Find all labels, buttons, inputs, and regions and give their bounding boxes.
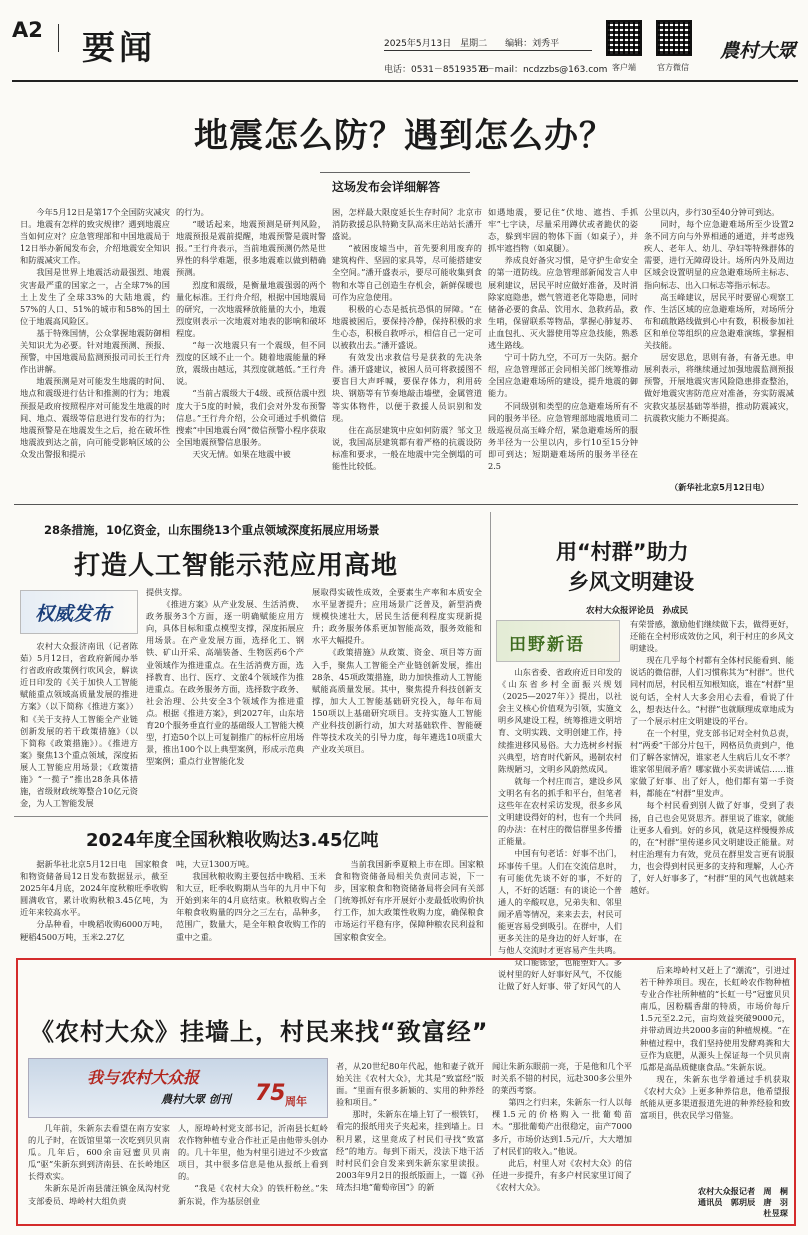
commentary-col-2: 有荣誉感，激励他们继续做下去，做得更好，还能在全村形成效仿之风，利于村庄的乡风文明建设。 现在几乎每个村都有全体村民能看到、能说话的微信群，人们习惯称其为“村群”。世代同村而居，村民相互知根知底，谁在“村群”里说句话，全村人大多会用心去看，看说了什么，想表达什么。“村群”也就顺理成章地成为了一个展示村庄文明建设的平台。 在一个村里，党支部书记对全村负总责，村“两委”干部分片包干，网格员负责到户，他们了解各家情况，谁家老人生病后儿女不孝？谁家邻里闹矛盾？哪家做小买卖讲诚信……谁家做了好事、出了好人，他们都有第一手资料，都能在“村群”里发声。 每个村民看到别人做了好事，受到了表扬，自己也会见贤思齐。群里说了谁家，就能让更多人看到。好的乡风，就是这样慢慢养成的，在“村群”里传递乡风文明建设正能量。对村庄治理有力有效，党员在群里发言更有说服力，也会得到村民更多的支持和理解，人心齐了，好人好事多了，“村群”里的风气也就越来越好。: [630, 619, 794, 896]
commentary-byline: 农村大众报评论员 孙成民: [586, 606, 689, 616]
story1-col-4: 如遇地震，要记住“伏地、遮挡、手抓牢”七字诀，尽量采用蹲伏或者跪伏的姿态，躲到牢固的物体下面（如桌子），并抓牢遮挡物（如桌腿）。 养成良好备灾习惯，是守护生命安全的第一道防线。应急管理部新闻发言人申展利建议，居民平时应做好准备，及时消除家庭隐患，燃气管道老化等隐患，同时储备必要的食品、饮用水、急救药品，救生哨，保留联系等物品，掌握心肺复苏、止血包扎、灭火器使用等应急技能，熟悉逃生路线。 宁可十防九空，不可万一失防。据介绍，应急管理部正会同相关部门统筹推动全国应急避难场所的建设，提升地震的御能力。 不同级别和类型的应急避难场所有不同的服务半径。应急管理部地震地质司二级巡视员高玉峰介绍，紧急避难场所的服务半径为一公里以内，步行10至15分钟即可到达；短期避难场所的服务半径在2.5: [488, 207, 638, 471]
commentary-divider: [490, 512, 491, 956]
phone-text: 电话：0531－85193576: [384, 65, 489, 75]
story4-credit: [652, 1186, 788, 1219]
story1-col-1: 今年5月12日是第17个全国防灾减灾日。地震有怎样的致灾规律？遇到地震应当如何应对？应急管理部和中国地震局于12日举办新闻发布会，介绍地震安全知识和防震减灾工作。 我国是世界上地震活动最强烈、地震灾害最严重的国家之一，占全球7%的国土上发生了全球33%的大陆地震，约57%的人口、51%的城市和58%的国土位于地震高风险区。 基于特殊国情，公众掌握地震防御相关知识尤为必要。针对地震预测、预报、预警，中国地震局监测预报司司长王行舟作出讲解。 地震预测是对可能发生地震的时间、地点和震级进行估计和推测的行为；地震预报是政府按照程序对可能发生地震的时间、地点、震级等信息进行发布的行为；地震预警是在地震发生之后，抢在破坏性地震波到达之前，向可能受影响区域的公众发出警报和提示: [20, 207, 170, 459]
banner-logo: 農村大眾 创刊: [161, 1093, 231, 1106]
story2-headline: 打造人工智能示范应用高地: [74, 551, 399, 581]
story1-col-5: 公里以内，步行30至40分钟可到达。 同时，每个应急避难场所至少设置2条不同方向与外界相通的通道，并考虑残疾人、老年人、幼儿、孕妇等特殊群体的需要，进行无障碍设计。场所内外及周边区域会设置明显的应急避难场所主标志、指向标志、出入口标志等指示标志。 高玉峰建议，居民平时要留心观察工作、生活区域的应急避难场所，对场所分布和疏散路线做到心中有数，积极参加社区和单位等组织的应急避难演练，掌握相关技能。 居安思危，思则有备，有备无患。申展利表示，将继续通过加强地震监测预报预警，开展地震灾害风险隐患排查整治，做好地震灾害防范应对准备，夯实防震减灾救灾基层基础等举措，推动防震减灾，抗震救灾能力不断提高。: [644, 207, 794, 423]
commentary-title-line1: 用“村群”助力: [556, 540, 689, 564]
story1-col-2: 的行为。 “暖话起来，地震预测是研判风险，地震预报是震前提醒，地震预警是震时警报。”王行舟表示，当前地震预测仍然是世界性的科学难题，很多地震难以做到精确预测。 烈度和震级，是衡量地震强弱的两个量化标准。王行舟介绍，根据中国地震局的研究，一次地震释放能量的大小，地震烈度则表示一次地震对地表的影响和破坏程度。 “每一次地震只有一个震级，但不同烈度的区域不止一个。随着地震能量的释放，震级由越远，其烈度就越低。”王行舟说。 “当前占震级大于4级、或预估震中烈度大于5度的时候，我们会对外发布预警信息。”王行舟介绍，公众可通过手机微信搜索“中国地震台网”微信预警小程序获取全国地震预警信息服务。 天灾无情。如果在地震中被: [176, 207, 326, 459]
qr-label-app: 客户端: [612, 63, 636, 72]
credit-correspondents: 通讯员 郭玥辰 唐 羽: [697, 1197, 788, 1207]
commentary-title-line2: 乡风文明建设: [568, 570, 694, 594]
banner-anniversary: 周年: [285, 1095, 307, 1108]
authority-badge: [20, 590, 138, 634]
field-words-badge-text: 田野新语: [509, 635, 585, 655]
story2-col-3: 展取得实破性成效，全要素生产率和本质安全水平显著提升；应用场景广泛普及，新型消费规模快速壮大，居民生活便利程度实现新提升；政务服务体系更加智能高效，服务效能和水平大幅提升。 《政策措施》从政策、资金、项目等方面入手，聚焦人工智能全产业链创新发展，推出28条、45项政策措施，助力加快推动人工智能赋能高质量发展。其中，聚焦提升科技创新支撑，加大人工智能基础研究投入，每年布局150项以上基础研究项目。支持实施人工智能产业科技创新行动，加大对基础软件、智能硬件等技术攻关的引导力度，每年遴选10项重大产业攻关项目。: [312, 587, 482, 755]
story3-headline: 2024年度全国秋粮收购达3.45亿吨: [86, 830, 379, 851]
banner-text: 我与农村大众报: [87, 1068, 200, 1087]
story4-col-1: 几年前，朱新东去看望在南方安家的儿子时，在饭馆里第一次吃到贝贝南瓜。几年后，600余亩冠蜜贝贝南瓜“驱”朱新东到到济南县、在长岭地区长得欢实。 朱新东是沂南县蒲汪镇金凤沟村党支部委员、埠岭村大组负责: [28, 1123, 170, 1206]
story2-col-1: 农村大众报济南讯（记者陈茹）5月12日，省政府新闻办举行省政府政策例行吹风会，解读近日印发的《关于加快人工智能赋能重点领域高质量发展的推进方案》（以下简称《推进方案》）和《关于支持人工智能全产业链创新发展的若干政策措施》（以下简称《政策措施》）。《推进方案》聚焦13个重点领域，深度拓展人工智能应用场景；《政策措施》“一揽子”推出28条具体措施，省级财政统筹整合10亿元资金，为人工智能发展: [20, 641, 138, 809]
story2-bottom-rule: [14, 816, 488, 817]
newspaper-logo: 農村大眾: [720, 40, 797, 62]
qr-code-wechat: [656, 20, 692, 56]
story4-col-4: 闻让朱新东眼前一亮，于是他和几个平时关系不错的村民，远赴300多公里外的莱西考察。 第四之行归来，朱新东一行人以每棵1.5元的价格购入一批葡萄苗木。“那批葡萄产出很稳定，亩产7000多斤，市场价达到1.5元/斤，大大增加了村民们的收入。”他说。 此后，村里人对《农村大众》的信任进一步提升，有多户村民家里订阅了《农村大众》。: [492, 1061, 632, 1192]
anniversary-banner: [28, 1058, 328, 1118]
story1-subtitle: 这场发布会详细解答: [332, 180, 441, 194]
story2-kicker: 28条措施，10亿资金，山东围绕13个重点领域深度拓展应用场景: [44, 523, 380, 537]
date-line: 2025年5月13日 星期二 编辑：刘秀平: [384, 39, 560, 49]
masthead-bottom-rule: [12, 80, 798, 82]
section-title: 要闻: [82, 28, 156, 67]
story4-headline: 《农村大众》挂墙上，村民来找“致富经”: [30, 1018, 489, 1046]
story4-col-2: 人，原埠岭村党支部书记，沂南县长虹岭农作物种植专业合作社正是由他带头创办的。几十年里，他为村里引进过不少致富项目，其中很多信息是他从报纸上看到的。 “我是《农村大众》的铁杆粉丝。”朱新东说，作为基层创业: [178, 1123, 328, 1206]
story3-col-3: 当前我国新季夏粮上市在即。国家粮食和物资储备局相关负责同志说，下一步，国家粮食和物资储备局将会同有关部门统筹抓好有序开展好小麦最低收购价执行工作，加大政策性收购力度，确保粮食市场运行平稳有序，保障种粮农民利益和国家粮食安全。: [334, 859, 484, 942]
page-number: A2: [12, 18, 43, 42]
credit-correspondent-2: 杜昱琛: [763, 1208, 788, 1218]
story3-col-2: 吨，大豆1300万吨。 我国秋粮收购主要包括中晚稻、玉米和大豆，旺季收购期从当年的九月中下旬开始到来年的4月底结束。秋粮收购占全年粮食收购量的四分之三左右，品种多，范围广，数量大，是全年粮食收购工作的重中之重。: [176, 859, 326, 942]
masthead-rule: [384, 50, 592, 51]
story4-col-5: 后来埠岭村又赶上了“潮流”，引进过若干种养项目。现在，长虹岭农作物种植专业合作社所种植的“长虹一号”冠蜜贝贝南瓜，因粉糯香甜的特质，市场价每斤1.5元至2.2元，亩均效益突破9000元，并带动周边共2000多亩的种植规模。“在种植过程中，我们坚持使用发酵鸡粪和大豆作为底肥，从源头上保证每一个贝贝南瓜都是高品质健康食品。”朱新东说。 现在，朱新东也学着通过手机获取《农村大众》上更多种养信息，他希望报纸能从更多渠道报道先进的种养经验和致富项目，供农民学习借鉴。: [640, 965, 790, 1121]
subtitle-rule: [320, 172, 470, 173]
commentary-col-1: 山东省委、省政府近日印发的《山东省乡村全面振兴规划（2025—2027年）》提出，以社会主义核心价值观为引领，实施文明乡风建设工程，统筹推进文明培育、文明实践、文明创建工作，持续推进移风易俗。大力选树乡村振兴典型，培育时代新风，遏制农村陈规陋习，文明乡风蔚然成风。 就每一个村庄而言，建设乡风文明名有名的抓手和平台，但笔者这些年在农村采访发现，很多乡风文明建设得好的村，也有一个共同的办法：在村庄的微信群里多传播正能量。 中国有句老话：好事不出门，坏事传千里。人们在交流信息时，有可能优先谈不好的事，不好的人，不好的话题：有的谈论一个普通人的辛酸叹息，兄弟失和、邻里闹矛盾等情况，来来去去，村民可能更容易受到吸引。在群中，人们更多关注的是身边的好人好事，在与他人交流时才更容易产生共鸣。 众口能铄金，也能塑好人。多说村里的好人好事好风气，不仅能让做了好人好事、带了好风气的人: [498, 667, 622, 992]
banner-number: 75: [255, 1081, 286, 1106]
qr-code-app: [606, 20, 642, 56]
story1-credit: （新华社北京5月12日电）: [670, 482, 769, 492]
authority-badge-text: 权威发布: [35, 603, 112, 625]
story3-col-1: 据新华社北京5月12日电 国家粮食和物资储备局12日发布数据显示，截至2025年4月底，2024年度秋粮旺季收购圆满收官，累计收购秋粮3.45亿吨，为近年来较高水平。 分品种看，中晚稻收购6000万吨，粳稻4500万吨，玉米2.27亿: [20, 859, 168, 942]
story2-col-2: 提供支撑。 《推进方案》从产业发展、生活消费、政务服务3个方面，逐一明确赋能应用方向，具体目标和重点模型支撑，深度拓展应用场景。在产业发展方面，选择化工、钢铁、矿山开采、高端装备、生物医药6个产业领域作为推进重点。在生活消费方面，选择教育、出行、医疗、文旅4个领域作为推进重点。在政务服务方面，选择数字政务、社会治理、公共安全3个领域作为推进重点。根据《推进方案》，到2027年，山东培育20个服务垂直行业的基础级人工智能大模型，打造50个以上可复制推广的标杆应用场景，推出100个以上典型案例，形成示范典型案例；重点行业智能化发: [146, 587, 304, 767]
email-text: E－mail：ncdzzbs@163.com: [480, 65, 608, 75]
field-words-badge: [496, 620, 620, 662]
story4-col-3: 者，从20世纪80年代起，他和妻子就开始关注《农村大众》，尤其是“致富经”版面。“里面有很多新颖的、实用的种养经验和项目。” 那时，朱新东在墙上钉了一根铁钉，看完的报纸用夹子夹起来，挂到墙上。日积月累，这里竟成了村民们寻找“致富经”的地方。每到下雨天，没法下地干活时村民们会自发来到朱新东家里读报。2003年9月2日的报纸版面上，一篇《孙琦杰扫地“葡萄帝国”》的新: [336, 1061, 484, 1192]
story1-headline: 地震怎么防？遇到怎么办？: [194, 116, 614, 156]
qr-label-wechat: 官方微信: [657, 63, 689, 72]
story1-bottom-rule: [14, 504, 798, 505]
story1-col-3: 困，怎样最大限度延长生存时间？北京市消防救援总队特勤支队高米庄站站长潘开盛说。 “被困废墟当中，首先要利用废弃的建筑构件、坚固的家具等，尽可能搭建安全空间。”潘开盛表示，要尽可能收集到食物和水等自己创造生存机会，新鲜保暖也可作为应急使用。 积极的心态是抵抗恐惧的屏障。“在地震被困后，要保持冷静，保持积极的求生心态，积极自救呼示，相信自己一定可以被救出去。”潘开盛说。 有效发出求救信号是获救的先决条件。潘开盛建议，被困人员可将救援图不要盲目大声呼喊，要保存体力，利用砖块、钢筋等有节奏地敲击墙壁，金属管道等实体物件，以便于救援人员识别和发现。 住在高层建筑中应如何防震？邹文卫说，我国高层建筑都有着严格的抗震设防标准和要求，一般在地震中完全倒塌的可能性比较低。: [332, 207, 482, 471]
masthead-divider: [58, 24, 59, 52]
credit-reporter: 农村大众报记者 周 桐: [697, 1186, 788, 1196]
